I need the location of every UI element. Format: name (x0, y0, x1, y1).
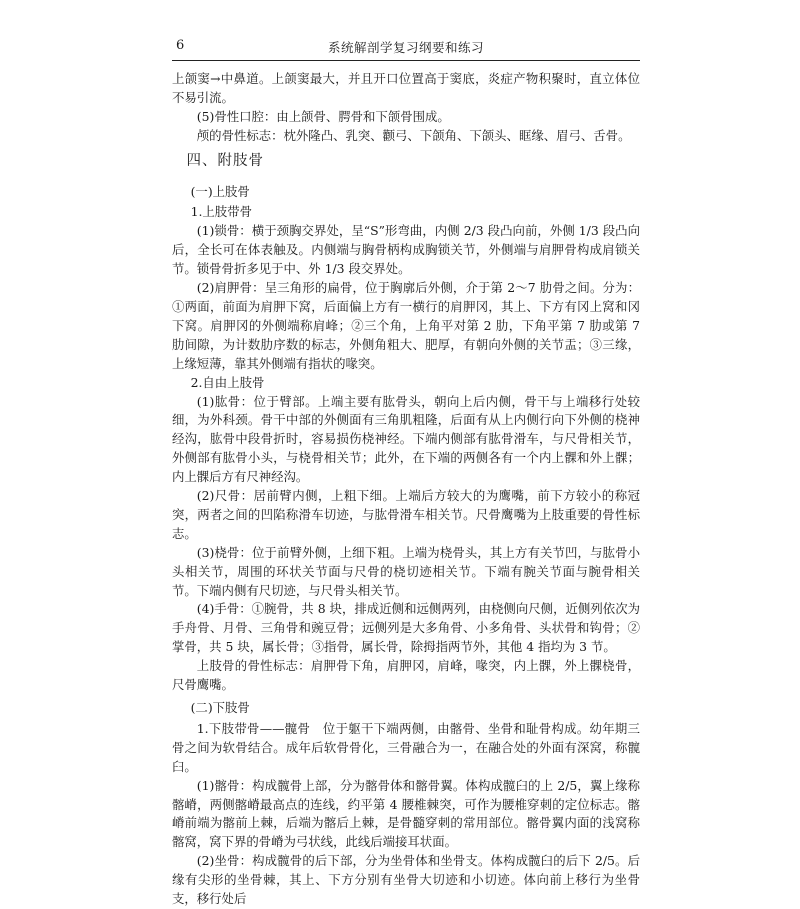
running-title: 系统解剖学复习纲要和练习 (327, 40, 484, 55)
paragraph-skull-landmarks: 颅的骨性标志：枕外隆凸、乳突、颧弓、下颌角、下颌头、眶缘、眉弓、舌骨。 (196, 127, 631, 143)
heading-upper-girdle: 1.上肢带骨 (190, 204, 252, 220)
paragraph-ischium: (2)坐骨：构成髋骨的后下部，分为坐骨体和坐骨支。体构成髋臼的后下 2/5。后缘有尖形的坐骨棘，其上、下方分别有坐骨大切迹和小切迹。体向前上移行为坐骨支，移行处后 (172, 853, 640, 907)
section-heading-appendicular: 四、附肢骨 (186, 152, 264, 169)
paragraph-clavicle: (1)锁骨：横于颈胸交界处，呈“S”形弯曲，内侧 2/3 段凸向前，外侧 1/3 段凸向后，全长可在体表触及。内侧端与胸骨柄构成胸锁关节，外侧端与肩胛骨构成肩锁关节。锁骨骨折多见于中、外 1/3 段交界处。 (172, 223, 640, 277)
paragraph-ilium: (1)髂骨：构成髋骨上部，分为髂骨体和髂骨翼。体构成髋臼的上 2/5，翼上缘称髂嵴，两侧髂嵴最高点的连线，约平第 4 腰椎棘突，可作为腰椎穿刺的定位标志。髂嵴前端为髂前上棘，后端为髂后上棘，是骨髓穿刺的常用部位。髂骨翼内面的浅窝称髂窝，窝下界的骨嵴为弓状线，此线后端接耳状面。 (172, 777, 640, 850)
paragraph-humerus: (1)肱骨：位于臂部。上端主要有肱骨头，朝向上后内侧，骨干与上端移行处较细，为外科颈。骨干中部的外侧面有三角肌粗隆，后面有从上内侧行向下外侧的桡神经沟，肱骨中段骨折时，容易损伤桡神经。下端内侧部有肱骨滑车，与尺骨相关节，外侧部有肱骨小头，与桡骨相关节；此外，在下端的两侧各有一个内上髁和外上髁；内上髁后方有尺神经沟。 (172, 393, 640, 485)
paragraph-upper-landmarks: 上肢骨的骨性标志：肩胛骨下角，肩胛冈，肩峰，喙突，内上髁，外上髁桡骨，尺骨鹰嘴。 (172, 658, 640, 693)
paragraph-ulna: (2)尺骨：居前臂内侧，上粗下细。上端后方较大的为鹰嘴，前下方较小的称冠突，两者之间的凹陷称滑车切迹，与肱骨滑车相关节。尺骨鹰嘴为上肢重要的骨性标志。 (172, 488, 640, 541)
subsection-heading-upper-limb: (一)上肢骨 (190, 183, 250, 199)
paragraph-hip-bone: 1.下肢带骨——髋骨 位于躯干下端两侧，由髂骨、坐骨和耻骨构成。幼年期三骨之间为软骨结合。成年后软骨骨化，三骨融合为一，在融合处的外面有深窝，称髋臼。 (172, 720, 640, 774)
page-body (172, 70, 640, 909)
paragraph-radius: (3)桡骨：位于前臂外侧，上细下粗。上端为桡骨头，其上方有关节凹，与肱骨小头相关节，周围的环状关节面与尺骨的桡切迹相关节。下端有腕关节面与腕骨相关节。下端内侧有尺切迹，与尺骨头相关节。 (172, 544, 640, 598)
paragraph-maxillary-sinus: 上颌窦→中鼻道。上颌窦最大，并且开口位置高于窦底，炎症产物积聚时，直立体位不易引流。 (172, 71, 640, 105)
paragraph-scapula: (2)肩胛骨：呈三角形的扁骨，位于胸廓后外侧，介于第 2～7 肋骨之间。分为：①两面，前面为肩胛下窝，后面偏上方有一横行的肩胛冈，其上、下方有冈上窝和冈下窝。肩胛冈的外侧端称肩峰；②三个角，上角平对第 2 肋，下角平第 7 肋或第 7 肋间隙，为计数肋序数的标志，外侧角粗大、肥厚，有朝向外侧的关节盂；③三缘，上缘短薄，靠其外侧端有指状的喙突。 (172, 280, 640, 371)
paragraph-oral-cavity: (5)骨性口腔：由上颌骨、腭骨和下颌骨围成。 (196, 108, 450, 124)
page-header (172, 34, 640, 61)
heading-free-upper-limb: 2.自由上肢骨 (190, 374, 265, 390)
subsection-heading-lower-limb: (二)下肢骨 (190, 700, 250, 715)
page-number: 6 (176, 38, 185, 53)
paragraph-hand: (4)手骨：①腕骨，共 8 块，排成近侧和远侧两列，由桡侧向尺侧，近侧列依次为手舟骨、月骨、三角骨和豌豆骨；远侧列是大多角骨、小多角骨、头状骨和钩骨；②掌骨，共 5 块，属长骨；③指骨，属长骨，除拇指两节外，其他 4 指均为 3 节。 (172, 601, 640, 655)
